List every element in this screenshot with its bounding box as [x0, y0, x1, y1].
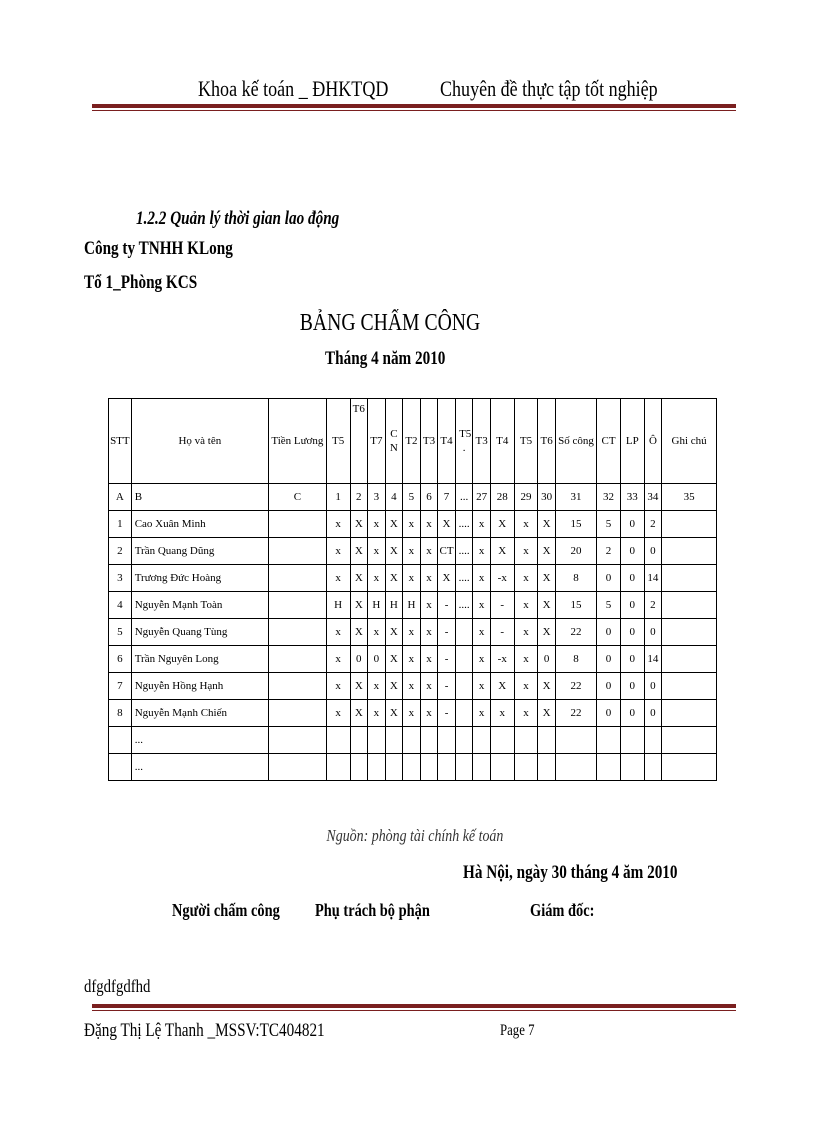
col-header-t3-b: T3	[473, 399, 491, 484]
table-cell: 0	[620, 511, 644, 538]
employee-name-cell: Cao Xuân Minh	[131, 511, 268, 538]
table-row	[109, 754, 717, 781]
table-cell	[326, 754, 350, 781]
table-cell: 15	[555, 592, 596, 619]
table-cell: 22	[555, 619, 596, 646]
table-cell	[368, 727, 386, 754]
table-cell: X	[385, 565, 403, 592]
table-cell: 6	[420, 484, 438, 511]
signature-director: Giám đốc:	[530, 900, 595, 920]
table-cell	[326, 727, 350, 754]
table-cell	[268, 727, 326, 754]
col-header-t2: T2	[403, 399, 421, 484]
table-cell	[268, 673, 326, 700]
table-cell: C	[268, 484, 326, 511]
date-line: Hà Nội, ngày 30 tháng 4 ăm 2010	[463, 862, 678, 883]
table-cell: x	[326, 538, 350, 565]
footer-rule-thin	[92, 1010, 736, 1011]
table-cell: 14	[644, 646, 662, 673]
section-title: 1.2.2 Quản lý thời gian lao động	[136, 208, 340, 229]
table-cell	[455, 754, 473, 781]
team-name: Tổ 1_Phòng KCS	[84, 272, 198, 293]
table-cell: X	[350, 565, 368, 592]
table-cell: 7	[438, 484, 456, 511]
table-cell: X	[490, 538, 514, 565]
table-cell	[662, 565, 717, 592]
col-header-t6-b: T6	[538, 399, 556, 484]
timesheet-table	[108, 398, 717, 781]
table-cell: X	[385, 673, 403, 700]
table-cell: 0	[644, 538, 662, 565]
table-cell: x	[514, 565, 538, 592]
table-cell: H	[403, 592, 421, 619]
table-cell	[350, 754, 368, 781]
header-left: Khoa kế toán _ ĐHKTQD	[198, 76, 389, 101]
table-cell: 5	[597, 592, 621, 619]
employee-name-cell: Trương Đức Hoàng	[131, 565, 268, 592]
table-cell: x	[473, 592, 491, 619]
table-cell: 31	[555, 484, 596, 511]
table-cell: x	[403, 538, 421, 565]
table-cell	[662, 700, 717, 727]
table-cell: X	[350, 538, 368, 565]
col-header-t7: T7	[368, 399, 386, 484]
table-cell: 29	[514, 484, 538, 511]
table-cell	[662, 673, 717, 700]
table-cell: x	[473, 511, 491, 538]
table-cell	[368, 754, 386, 781]
table-cell: x	[403, 565, 421, 592]
col-header-workdays: Số công	[555, 399, 596, 484]
table-cell: 32	[597, 484, 621, 511]
table-cell: 8	[555, 565, 596, 592]
table-cell: 20	[555, 538, 596, 565]
table-cell: X	[385, 538, 403, 565]
employee-name-cell: ...	[131, 754, 268, 781]
table-cell	[473, 727, 491, 754]
table-cell	[555, 754, 596, 781]
table-cell	[662, 538, 717, 565]
table-cell: x	[420, 565, 438, 592]
table-cell: x	[514, 538, 538, 565]
table-cell: 1	[109, 511, 132, 538]
table-cell: x	[368, 538, 386, 565]
table-cell	[662, 619, 717, 646]
table-cell: -	[438, 673, 456, 700]
employee-name-cell: Nguyễn Mạnh Toàn	[131, 592, 268, 619]
table-cell	[538, 754, 556, 781]
table-cell: -x	[490, 565, 514, 592]
table-cell: 0	[620, 592, 644, 619]
table-cell: X	[538, 565, 556, 592]
table-cell: -	[438, 619, 456, 646]
table-cell: B	[131, 484, 268, 511]
table-cell: 0	[644, 619, 662, 646]
table-cell: -	[438, 646, 456, 673]
table-cell: x	[368, 511, 386, 538]
table-cell: -	[490, 619, 514, 646]
col-header-stt: STT	[109, 399, 132, 484]
page-subtitle: Tháng 4 năm 2010	[324, 348, 446, 369]
table-cell: X	[490, 673, 514, 700]
table-row	[109, 673, 717, 700]
table-cell: x	[514, 646, 538, 673]
col-header-salary: Tiền Lương	[268, 399, 326, 484]
employee-name-cell: Trần Nguyên Long	[131, 646, 268, 673]
table-cell: x	[473, 565, 491, 592]
table-cell	[514, 754, 538, 781]
table-cell: X	[538, 619, 556, 646]
table-cell	[420, 727, 438, 754]
table-cell: 2	[644, 592, 662, 619]
table-cell: 4	[385, 484, 403, 511]
footer-rule-thick	[92, 1004, 736, 1008]
table-cell: X	[490, 511, 514, 538]
table-cell	[268, 646, 326, 673]
table-cell	[268, 592, 326, 619]
col-header-ct: CT	[597, 399, 621, 484]
table-row	[109, 646, 717, 673]
table-cell	[597, 754, 621, 781]
table-cell: x	[368, 673, 386, 700]
table-cell	[644, 754, 662, 781]
table-cell: 0	[620, 673, 644, 700]
col-header-t4-b: T4	[490, 399, 514, 484]
table-cell	[455, 619, 473, 646]
table-row	[109, 727, 717, 754]
employee-name-cell: Trần Quang Dũng	[131, 538, 268, 565]
table-cell: 30	[538, 484, 556, 511]
table-cell: X	[385, 700, 403, 727]
table-cell: 28	[490, 484, 514, 511]
table-cell: x	[473, 619, 491, 646]
table-cell	[438, 727, 456, 754]
table-cell	[268, 511, 326, 538]
table-cell	[268, 565, 326, 592]
table-cell	[268, 538, 326, 565]
table-cell	[490, 754, 514, 781]
table-cell	[438, 754, 456, 781]
table-cell: X	[350, 700, 368, 727]
table-cell: x	[420, 619, 438, 646]
table-cell	[662, 511, 717, 538]
table-cell: x	[326, 511, 350, 538]
table-cell: x	[473, 538, 491, 565]
table-cell: X	[538, 700, 556, 727]
table-cell: x	[403, 619, 421, 646]
table-cell: x	[420, 700, 438, 727]
timesheet-body	[109, 511, 717, 781]
table-row	[109, 619, 717, 646]
table-cell: 15	[555, 511, 596, 538]
table-cell: X	[538, 673, 556, 700]
table-cell	[385, 727, 403, 754]
table-cell: X	[438, 511, 456, 538]
employee-name-cell: ...	[131, 727, 268, 754]
table-cell	[620, 754, 644, 781]
col-header-t5-c: T5	[514, 399, 538, 484]
table-cell: 7	[109, 673, 132, 700]
header-rule-thick	[92, 104, 736, 108]
table-cell: x	[368, 565, 386, 592]
table-cell: 8	[555, 646, 596, 673]
col-header-notes: Ghi chú	[662, 399, 717, 484]
table-cell	[403, 754, 421, 781]
table-cell: 0	[597, 700, 621, 727]
table-cell: X	[385, 511, 403, 538]
table-cell: 4	[109, 592, 132, 619]
table-cell: 0	[597, 646, 621, 673]
table-cell: 5	[403, 484, 421, 511]
table-cell	[538, 727, 556, 754]
table-cell: x	[473, 700, 491, 727]
table-cell: 0	[620, 619, 644, 646]
table-cell: 0	[644, 700, 662, 727]
table-cell	[268, 754, 326, 781]
table-cell: 0	[620, 565, 644, 592]
table-cell	[490, 727, 514, 754]
table-cell: x	[420, 646, 438, 673]
table-cell: x	[368, 619, 386, 646]
table-cell: x	[473, 646, 491, 673]
table-cell	[385, 754, 403, 781]
table-cell: ....	[455, 565, 473, 592]
table-cell	[455, 727, 473, 754]
table-cell: x	[326, 565, 350, 592]
table-row	[109, 592, 717, 619]
table-cell	[555, 727, 596, 754]
table-row	[109, 565, 717, 592]
table-cell	[455, 646, 473, 673]
table-cell	[109, 754, 132, 781]
table-cell: X	[385, 619, 403, 646]
table-index-row	[109, 484, 717, 511]
table-cell: ....	[455, 592, 473, 619]
table-cell	[109, 727, 132, 754]
table-cell: 0	[597, 565, 621, 592]
table-cell: 0	[597, 673, 621, 700]
header-rule-thin	[92, 110, 736, 111]
table-cell: X	[538, 592, 556, 619]
signature-timekeeper: Người chấm công	[172, 900, 280, 920]
employee-name-cell: Nguyễn Mạnh Chiến	[131, 700, 268, 727]
table-cell: H	[368, 592, 386, 619]
table-cell: X	[538, 511, 556, 538]
table-cell: x	[420, 592, 438, 619]
table-cell: 3	[368, 484, 386, 511]
table-cell: x	[368, 700, 386, 727]
table-cell	[473, 754, 491, 781]
table-cell: x	[420, 673, 438, 700]
table-cell: -	[438, 700, 456, 727]
table-cell: 22	[555, 700, 596, 727]
page-number: Page 7	[500, 1022, 535, 1039]
table-cell	[644, 727, 662, 754]
table-cell: 2	[597, 538, 621, 565]
table-cell	[662, 754, 717, 781]
table-cell: X	[538, 538, 556, 565]
table-cell: x	[326, 673, 350, 700]
table-cell: x	[514, 700, 538, 727]
table-cell: X	[350, 619, 368, 646]
table-cell: x	[514, 673, 538, 700]
table-cell: 0	[350, 646, 368, 673]
table-cell	[403, 727, 421, 754]
table-row	[109, 511, 717, 538]
table-cell: 1	[326, 484, 350, 511]
table-cell: 34	[644, 484, 662, 511]
table-cell: CT	[438, 538, 456, 565]
table-cell: -x	[490, 646, 514, 673]
table-cell: ...	[455, 484, 473, 511]
table-cell: x	[420, 511, 438, 538]
employee-name-cell: Nguyễn Hồng Hạnh	[131, 673, 268, 700]
table-cell: ....	[455, 511, 473, 538]
table-cell	[662, 727, 717, 754]
table-cell: 27	[473, 484, 491, 511]
table-cell	[420, 754, 438, 781]
footnote-text: dfgdfgdfhd	[84, 976, 151, 996]
table-cell: 0	[538, 646, 556, 673]
table-cell: H	[326, 592, 350, 619]
table-cell	[350, 727, 368, 754]
table-cell: 8	[109, 700, 132, 727]
table-cell: X	[385, 646, 403, 673]
col-header-lp: LP	[620, 399, 644, 484]
table-cell: 5	[109, 619, 132, 646]
table-cell: 33	[620, 484, 644, 511]
table-cell: x	[420, 538, 438, 565]
col-header-t5: T5	[326, 399, 350, 484]
footer-author: Đặng Thị Lệ Thanh _MSSV:TC404821	[84, 1020, 325, 1041]
table-cell: X	[350, 592, 368, 619]
table-cell: 0	[620, 646, 644, 673]
col-header-name: Họ và tên	[131, 399, 268, 484]
table-cell: 14	[644, 565, 662, 592]
page-title: BẢNG CHẤM CÔNG	[299, 310, 481, 336]
table-cell: 35	[662, 484, 717, 511]
table-cell: 2	[109, 538, 132, 565]
col-header-t3: T3	[420, 399, 438, 484]
table-cell: -	[438, 592, 456, 619]
table-cell: x	[326, 646, 350, 673]
table-cell: 22	[555, 673, 596, 700]
table-cell: x	[403, 673, 421, 700]
table-cell: 0	[644, 673, 662, 700]
table-cell: x	[403, 700, 421, 727]
table-cell: -	[490, 592, 514, 619]
table-cell: 0	[597, 619, 621, 646]
table-cell: x	[473, 673, 491, 700]
table-row	[109, 700, 717, 727]
table-cell: 0	[620, 700, 644, 727]
table-cell	[620, 727, 644, 754]
col-header-t4: T4	[438, 399, 456, 484]
header-right: Chuyên đề thực tập tốt nghiệp	[440, 76, 658, 101]
source-note: Nguồn: phòng tài chính kế toán	[326, 826, 504, 845]
table-cell: 2	[644, 511, 662, 538]
table-header-row	[109, 399, 717, 484]
table-cell: 0	[368, 646, 386, 673]
table-cell: 6	[109, 646, 132, 673]
table-cell: 3	[109, 565, 132, 592]
col-header-t6: T6	[350, 399, 368, 484]
table-cell	[514, 727, 538, 754]
table-cell: x	[326, 619, 350, 646]
table-cell: X	[350, 673, 368, 700]
company-name: Công ty TNHH KLong	[84, 238, 233, 259]
table-cell: x	[514, 592, 538, 619]
col-header-cn: C N	[385, 399, 403, 484]
table-row	[109, 538, 717, 565]
table-cell: X	[350, 511, 368, 538]
table-cell: ....	[455, 538, 473, 565]
table-cell: x	[490, 700, 514, 727]
table-cell: 0	[620, 538, 644, 565]
table-cell: 5	[597, 511, 621, 538]
table-cell: X	[438, 565, 456, 592]
table-cell: x	[403, 511, 421, 538]
col-header-o: Ô	[644, 399, 662, 484]
table-cell	[455, 700, 473, 727]
table-cell	[455, 673, 473, 700]
signature-department-head: Phụ trách bộ phận	[315, 900, 430, 920]
table-cell: 2	[350, 484, 368, 511]
table-cell: x	[403, 646, 421, 673]
table-cell	[597, 727, 621, 754]
table-cell: x	[514, 511, 538, 538]
table-cell	[662, 592, 717, 619]
table-cell	[662, 646, 717, 673]
col-header-t5-b: T5 .	[455, 399, 473, 484]
table-cell: H	[385, 592, 403, 619]
table-cell: x	[326, 700, 350, 727]
table-cell: A	[109, 484, 132, 511]
table-cell	[268, 700, 326, 727]
table-cell	[268, 619, 326, 646]
table-cell: x	[514, 619, 538, 646]
employee-name-cell: Nguyễn Quang Tùng	[131, 619, 268, 646]
